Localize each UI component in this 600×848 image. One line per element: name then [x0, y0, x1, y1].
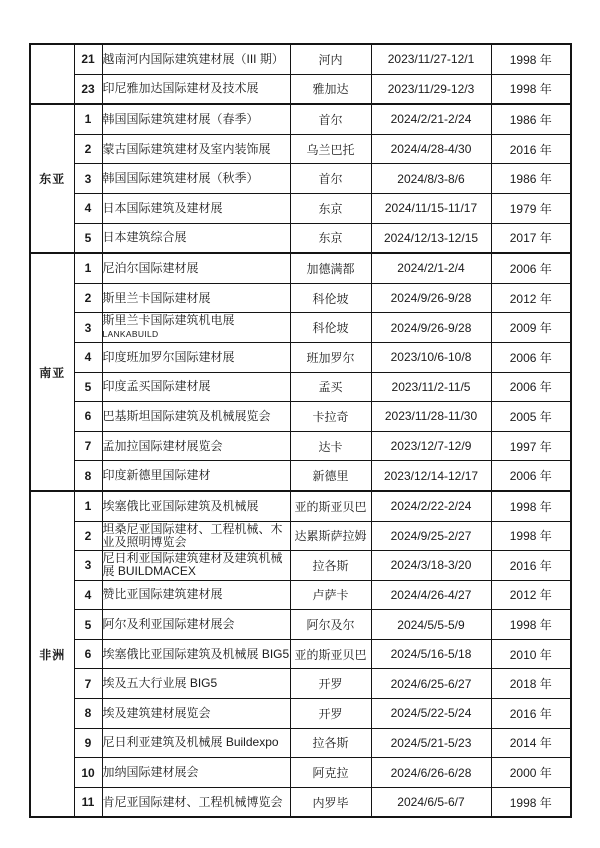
row-number: 3 — [74, 313, 102, 343]
row-number: 2 — [74, 521, 102, 551]
table-row — [30, 551, 571, 581]
exhibition-name-text: 韩国国际建筑建材展（秋季） — [102, 171, 259, 186]
table-row — [30, 283, 571, 313]
table-row — [30, 402, 571, 432]
date-range: 2023/12/14-12/17 — [371, 461, 491, 491]
city: 孟买 — [290, 372, 371, 402]
table-row — [30, 74, 571, 104]
table-row — [30, 193, 571, 223]
founded-year: 1998 年 — [491, 787, 571, 817]
founded-year: 1986 年 — [491, 164, 571, 194]
table-row — [30, 431, 571, 461]
table-row — [30, 104, 571, 134]
city: 亚的斯亚贝巴 — [290, 491, 371, 521]
date-range: 2023/10/6-10/8 — [371, 342, 491, 372]
founded-year: 2012 年 — [491, 580, 571, 610]
city: 河内 — [290, 44, 371, 74]
founded-year: 2006 年 — [491, 253, 571, 283]
table-row — [30, 491, 571, 521]
row-number: 21 — [74, 44, 102, 74]
exhibition-name — [102, 253, 290, 283]
exhibition-name-text: 赞比亚国际建筑建材展 — [102, 587, 223, 602]
founded-year: 1998 年 — [491, 74, 571, 104]
exhibition-name-text: 加纳国际建材展会 — [102, 765, 199, 780]
table-row — [30, 639, 571, 669]
founded-year: 2018 年 — [491, 669, 571, 699]
exhibition-name-text: 埃及建筑建材展览会 — [102, 705, 211, 720]
exhibition-name-text: 埃及五大行业展 BIG5 — [102, 676, 218, 691]
row-number: 2 — [74, 134, 102, 164]
exhibition-name — [102, 610, 290, 640]
date-range: 2024/2/1-2/4 — [371, 253, 491, 283]
exhibition-name-text: 斯里兰卡国际建材展 — [102, 290, 211, 305]
date-range: 2024/5/5-5/9 — [371, 610, 491, 640]
row-number: 8 — [74, 461, 102, 491]
date-range: 2024/12/13-12/15 — [371, 223, 491, 253]
city: 雅加达 — [290, 74, 371, 104]
date-range: 2024/4/26-4/27 — [371, 580, 491, 610]
date-range: 2024/6/26-6/28 — [371, 758, 491, 788]
exhibition-name — [102, 104, 290, 134]
exhibition-name — [102, 313, 290, 343]
row-number: 6 — [74, 639, 102, 669]
exhibition-name — [102, 193, 290, 223]
table-row — [30, 372, 571, 402]
founded-year: 1998 年 — [491, 491, 571, 521]
table-row — [30, 699, 571, 729]
founded-year: 2016 年 — [491, 699, 571, 729]
row-number: 6 — [74, 402, 102, 432]
row-number: 5 — [74, 610, 102, 640]
exhibition-name-text: 越南河内国际建筑建材展（III 期） — [102, 51, 284, 66]
row-number: 8 — [74, 699, 102, 729]
date-range: 2024/6/25-6/27 — [371, 669, 491, 699]
exhibition-name-text: 孟加拉国际建材展览会 — [102, 438, 223, 453]
exhibition-name-text: 印度新德里国际建材 — [102, 468, 211, 483]
exhibition-name — [102, 787, 290, 817]
founded-year: 2016 年 — [491, 134, 571, 164]
exhibition-name-text: 埃塞俄比亚国际建筑及机械展 — [102, 498, 259, 513]
region-label: 非洲 — [30, 491, 74, 818]
city: 班加罗尔 — [290, 342, 371, 372]
founded-year: 2006 年 — [491, 461, 571, 491]
date-range: 2024/5/21-5/23 — [371, 728, 491, 758]
city: 拉各斯 — [290, 728, 371, 758]
founded-year: 2012 年 — [491, 283, 571, 313]
exhibition-name-text: 印尼雅加达国际建材及技术展 — [102, 81, 259, 96]
exhibition-name-text: 尼泊尔国际建材展 — [102, 260, 199, 275]
founded-year: 1998 年 — [491, 521, 571, 551]
exhibition-name-text: 尼日利亚建筑及机械展 Buildexpo — [102, 735, 279, 750]
date-range: 2024/9/25-2/27 — [371, 521, 491, 551]
table-row — [30, 758, 571, 788]
city: 加德满都 — [290, 253, 371, 283]
founded-year: 2005 年 — [491, 402, 571, 432]
table-row — [30, 313, 571, 343]
date-range: 2024/5/22-5/24 — [371, 699, 491, 729]
founded-year: 2006 年 — [491, 342, 571, 372]
city: 首尔 — [290, 104, 371, 134]
city: 科伦坡 — [290, 313, 371, 343]
table-row — [30, 669, 571, 699]
city: 卢萨卡 — [290, 580, 371, 610]
table-row — [30, 253, 571, 283]
city: 首尔 — [290, 164, 371, 194]
exhibition-name — [102, 461, 290, 491]
founded-year: 2014 年 — [491, 728, 571, 758]
city: 亚的斯亚贝巴 — [290, 639, 371, 669]
founded-year: 2017 年 — [491, 223, 571, 253]
table-row — [30, 164, 571, 194]
date-range: 2024/5/16-5/18 — [371, 639, 491, 669]
date-range: 2024/4/28-4/30 — [371, 134, 491, 164]
founded-year: 1998 年 — [491, 44, 571, 74]
founded-year: 1979 年 — [491, 193, 571, 223]
city: 达累斯萨拉姆 — [290, 521, 371, 551]
date-range: 2024/3/18-3/20 — [371, 551, 491, 581]
row-number: 10 — [74, 758, 102, 788]
founded-year: 2000 年 — [491, 758, 571, 788]
exhibition-name-text: 埃塞俄比亚国际建筑及机械展 BIG5 — [102, 646, 290, 661]
founded-year: 1997 年 — [491, 431, 571, 461]
row-number: 23 — [74, 74, 102, 104]
row-number: 9 — [74, 728, 102, 758]
exhibition-name-text: 巴基斯坦国际建筑及机械展览会 — [102, 408, 271, 423]
exhibition-name — [102, 44, 290, 74]
founded-year: 2009 年 — [491, 313, 571, 343]
exhibition-name — [102, 431, 290, 461]
table-row — [30, 134, 571, 164]
city: 科伦坡 — [290, 283, 371, 313]
date-range: 2024/8/3-8/6 — [371, 164, 491, 194]
exhibition-name-text: 尼日利亚国际建筑建材及建筑机械展 BUILDMACEX — [102, 551, 283, 579]
row-number: 5 — [74, 372, 102, 402]
exhibition-name — [102, 699, 290, 729]
founded-year: 2016 年 — [491, 551, 571, 581]
exhibition-name — [102, 551, 290, 581]
exhibition-name-text: 坦桑尼亚国际建材、工程机械、木业及照明博览会 — [102, 521, 283, 549]
date-range: 2023/11/29-12/3 — [371, 74, 491, 104]
founded-year: 2010 年 — [491, 639, 571, 669]
city: 内罗毕 — [290, 787, 371, 817]
founded-year: 1986 年 — [491, 104, 571, 134]
exhibition-name-suffix: LANKABUILD — [102, 329, 159, 340]
founded-year: 1998 年 — [491, 610, 571, 640]
date-range: 2024/2/21-2/24 — [371, 104, 491, 134]
exhibition-name-text: 肯尼亚国际建材、工程机械博览会 — [102, 794, 283, 809]
city: 开罗 — [290, 699, 371, 729]
city: 阿尔及尔 — [290, 610, 371, 640]
date-range: 2023/11/2-11/5 — [371, 372, 491, 402]
city: 开罗 — [290, 669, 371, 699]
table-row — [30, 610, 571, 640]
exhibition-name — [102, 491, 290, 521]
row-number: 3 — [74, 164, 102, 194]
exhibition-name-text: 蒙古国际建筑建材及室内装饰展 — [102, 141, 271, 156]
city: 乌兰巴托 — [290, 134, 371, 164]
row-number: 1 — [74, 253, 102, 283]
table-row — [30, 461, 571, 491]
exhibition-name — [102, 402, 290, 432]
exhibition-name — [102, 283, 290, 313]
table-row — [30, 223, 571, 253]
exhibition-name-text: 印度孟买国际建材展 — [102, 379, 211, 394]
exhibition-name — [102, 639, 290, 669]
exhibition-name-text: 斯里兰卡国际建筑机电展 — [102, 313, 235, 328]
date-range: 2023/11/28-11/30 — [371, 402, 491, 432]
city: 达卡 — [290, 431, 371, 461]
row-number: 5 — [74, 223, 102, 253]
table-row — [30, 787, 571, 817]
date-range: 2023/11/27-12/1 — [371, 44, 491, 74]
exhibition-name — [102, 134, 290, 164]
exhibition-name — [102, 580, 290, 610]
exhibition-name — [102, 74, 290, 104]
exhibition-name — [102, 372, 290, 402]
row-number: 4 — [74, 193, 102, 223]
row-number: 1 — [74, 491, 102, 521]
table-row — [30, 44, 571, 74]
row-number: 1 — [74, 104, 102, 134]
row-number: 4 — [74, 580, 102, 610]
table-row — [30, 521, 571, 551]
date-range: 2024/11/15-11/17 — [371, 193, 491, 223]
row-number: 3 — [74, 551, 102, 581]
region-label: 南亚 — [30, 253, 74, 491]
city: 阿克拉 — [290, 758, 371, 788]
exhibition-name — [102, 342, 290, 372]
exhibition-name — [102, 164, 290, 194]
date-range: 2024/2/22-2/24 — [371, 491, 491, 521]
exhibition-name-text: 印度班加罗尔国际建材展 — [102, 349, 235, 364]
city: 拉各斯 — [290, 551, 371, 581]
exhibition-name-text: 日本国际建筑及建材展 — [102, 200, 223, 215]
exhibition-name-text: 韩国国际建筑建材展（春季） — [102, 111, 259, 126]
date-range: 2024/9/26-9/28 — [371, 283, 491, 313]
exhibition-name-text: 阿尔及利亚国际建材展会 — [102, 617, 235, 632]
exhibition-name — [102, 728, 290, 758]
row-number: 7 — [74, 431, 102, 461]
city: 卡拉奇 — [290, 402, 371, 432]
city: 东京 — [290, 193, 371, 223]
exhibition-name — [102, 223, 290, 253]
exhibition-name — [102, 521, 290, 551]
city: 新德里 — [290, 461, 371, 491]
exhibition-name — [102, 758, 290, 788]
table-row — [30, 342, 571, 372]
exhibition-name — [102, 669, 290, 699]
date-range: 2024/6/5-6/7 — [371, 787, 491, 817]
row-number: 11 — [74, 787, 102, 817]
exhibition-table-body — [30, 44, 571, 817]
date-range: 2023/12/7-12/9 — [371, 431, 491, 461]
region-label: 东亚 — [30, 104, 74, 253]
row-number: 4 — [74, 342, 102, 372]
city: 东京 — [290, 223, 371, 253]
row-number: 7 — [74, 669, 102, 699]
exhibition-name-text: 日本建筑综合展 — [102, 230, 187, 245]
date-range: 2024/9/26-9/28 — [371, 313, 491, 343]
region-label — [30, 44, 74, 104]
table-row — [30, 580, 571, 610]
exhibition-table — [29, 43, 572, 818]
row-number: 2 — [74, 283, 102, 313]
table-row — [30, 728, 571, 758]
founded-year: 2006 年 — [491, 372, 571, 402]
